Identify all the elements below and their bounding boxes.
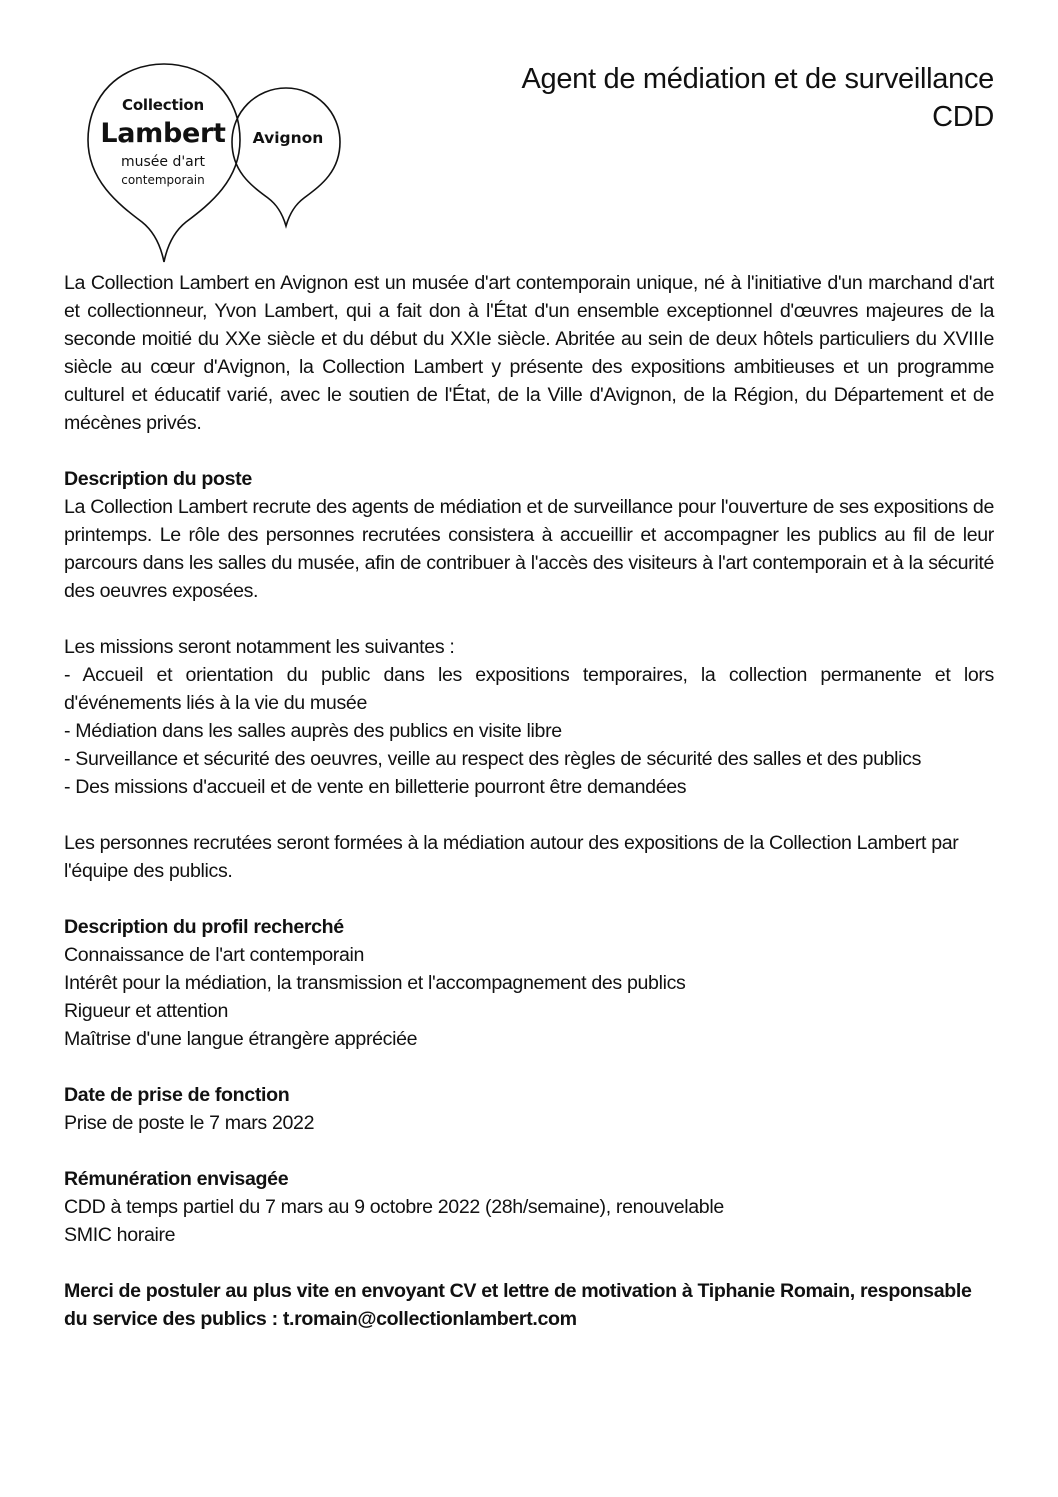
collection-lambert-logo <box>84 62 344 268</box>
profile-item: Connaissance de l'art contemporain <box>64 944 365 966</box>
logo-collection-text: Collection <box>122 96 204 114</box>
page-title-block <box>521 60 994 136</box>
logo-lambert-text: Lambert <box>100 118 226 149</box>
salary-contract-line: CDD à temps partiel du 7 mars au 9 octobre 2022 (28h/semaine), renouvelable <box>64 1196 724 1218</box>
spacer <box>64 437 994 465</box>
page-title: Agent de médiation et de surveillance <box>521 63 994 95</box>
mission-item: - Médiation dans les salles auprès des publics en visite libre <box>64 720 562 742</box>
profile-item: Rigueur et attention <box>64 1000 229 1022</box>
spacer <box>64 885 994 913</box>
profile-item: Intérêt pour la médiation, la transmission et l'accompagnement des publics <box>64 972 686 994</box>
missions-intro: Les missions seront notamment les suivantes : <box>64 636 455 658</box>
profile-item: Maîtrise d'une langue étrangère appréciée <box>64 1028 418 1050</box>
salary-rate-line: SMIC horaire <box>64 1224 176 1246</box>
start-date-text: Prise de poste le 7 mars 2022 <box>64 1112 315 1134</box>
apply-text: Merci de postuler au plus vite en envoyant CV et lettre de motivation à Tiphanie Romain, responsable du service des publics : <box>64 1280 972 1330</box>
document-body <box>64 269 994 1333</box>
mission-item: - Surveillance et sécurité des oeuvres, veille au respect des règles de sécurité des salles et des publics <box>64 748 922 770</box>
logo-contemporain-text: contemporain <box>121 173 205 187</box>
spacer <box>64 1137 994 1165</box>
contact-email-link[interactable]: t.romain@collectionlambert.com <box>282 1308 577 1330</box>
logo-avignon-text: Avignon <box>252 129 324 147</box>
logo-musee-text: musée d'art <box>120 154 206 170</box>
spacer <box>64 801 994 829</box>
mission-item: - Accueil et orientation du public dans les expositions temporaires, la collection permanente et lors d'événements liés à la vie du musée <box>64 664 994 714</box>
training-paragraph: Les personnes recrutées seront formées à la médiation autour des expositions de la Collection Lambert par l'équipe des publics. <box>64 832 959 882</box>
spacer <box>64 1053 994 1081</box>
spacer <box>64 1249 994 1277</box>
apply-paragraph <box>64 1277 994 1333</box>
spacer <box>64 605 994 633</box>
job-description-heading: Description du poste <box>64 468 252 490</box>
mission-item: - Des missions d'accueil et de vente en billetterie pourront être demandées <box>64 776 687 798</box>
intro-paragraph: La Collection Lambert en Avignon est un musée d'art contemporain unique, né à l'initiative d'un marchand d'art et collectionneur, Yvon Lambert, qui a fait don à l'État d'un ensemble exceptionnel d'œuvres majeures de la seconde moitié du XXe siècle et du début du XXIe siècle. Abritée au sein de deux hôtels particuliers du XVIIIe siècle au cœur d'Avignon, la Collection Lambert y présente des expositions ambitieuses et un programme culturel et éducatif varié, avec le soutien de l'État, de la Ville d'Avignon, de la Région, du Département et de mécènes privés. <box>64 272 994 434</box>
start-date-heading: Date de prise de fonction <box>64 1084 290 1106</box>
job-description-paragraph: La Collection Lambert recrute des agents de médiation et de surveillance pour l'ouverture de ses expositions de printemps. Le rôle des personnes recrutées consistera à accueillir et accompagner les publics au fil de leur parcours dans les salles du musée, afin de contribuer à l'accès des visiteurs à l'art contemporain et à la sécurité des oeuvres exposées. <box>64 496 994 602</box>
profile-heading: Description du profil recherché <box>64 916 344 938</box>
contract-type: CDD <box>932 101 994 133</box>
salary-heading: Rémunération envisagée <box>64 1168 289 1190</box>
